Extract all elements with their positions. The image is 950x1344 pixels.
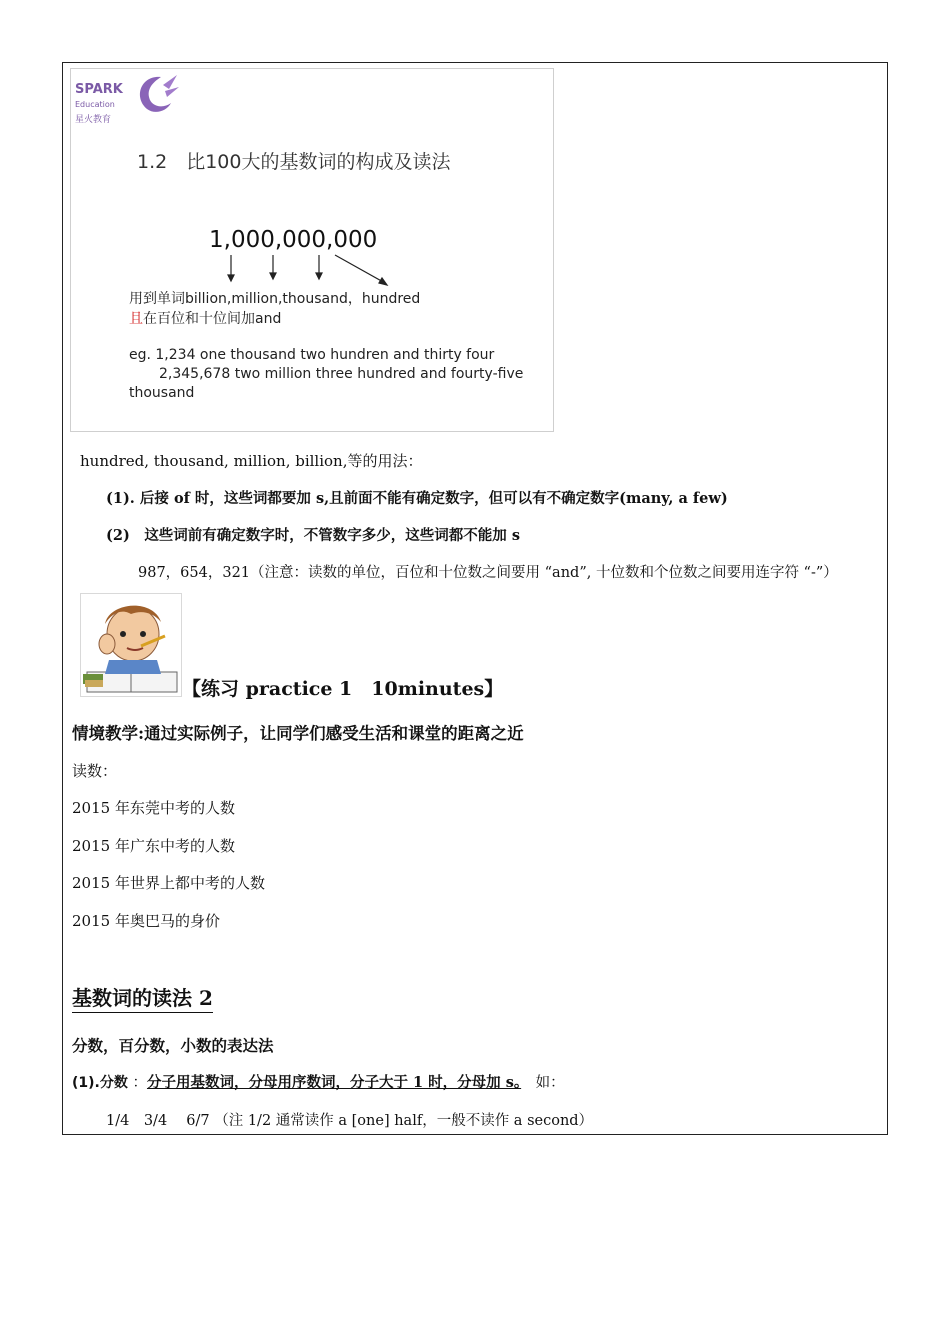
fraction-rule-line [72,1071,565,1092]
big-number: 1,000,000,000 [209,227,378,253]
slide-line-1: 用到单词billion,million,thousand，hundred [129,291,421,307]
logo-brand: SPARK [75,82,123,97]
logo-sub: Education [75,100,115,109]
usage-line: hundred, thousand, million, billion,等的用法： [80,452,423,470]
section-heading [72,982,213,1011]
arrows-icon [221,253,421,293]
example-number: 987，654，321（注意：读数的单位，百位和十位数之间要用 “and”, 十位数和个位数之间要用连字符 “-”） [138,565,838,581]
fraction-eg-label: 如： [535,1075,565,1091]
slide-eg-line-1: eg. 1,234 one thousand two hundren and thirty four [129,347,495,363]
rule-1: (1). 后接 of 时，这些词都要加 s,且前面不能有确定数字，但可以有不确定数字(many, a few) [106,490,728,507]
slide-line-2 [129,308,281,328]
fraction-colon: ： [132,1075,147,1091]
student-studying-icon [81,594,181,696]
situational-teaching: 情境教学:通过实际例子，让同学们感受生活和课堂的距离之近 [72,724,524,743]
slide-title: 1.2 比100大的基数词的构成及读法 [137,151,451,173]
sub-heading: 分数，百分数，小数的表达法 [72,1036,274,1055]
student-illustration [80,593,182,697]
slide-line-2-red: 且 [129,311,143,327]
fraction-examples: 1/4 3/4 6/7 （注 1/2 通常读作 a [one] half，一般不读作 a second） [106,1113,594,1129]
list-item: 2015 年奥巴马的身价 [72,912,220,930]
section-heading-text: 基数词的读法 2 [72,986,213,1013]
list-item: 2015 年世界上都中考的人数 [72,874,265,892]
slide-eg-line-2: 2,345,678 two million three hundred and fourty-five [159,366,524,382]
practice-heading: 【练习 practice 1 10minutes】 [182,678,504,700]
rule-2-text: 这些词前有确定数字时，不管数字多少，这些词都不能加 s [144,527,521,544]
list-item: 2015 年东莞中考的人数 [72,799,235,817]
rule-2-num: (2) [106,527,130,544]
list-item: 2015 年广东中考的人数 [72,837,235,855]
fraction-label: (1).分数 [72,1075,128,1091]
slide-eg-line-3: thousand [129,385,195,401]
logo-cn: 星火教育 [75,115,112,125]
fraction-rule: 分子用基数词，分母用序数词，分子大于 1 时，分母加 s。 [146,1074,522,1091]
spark-logo-icon [121,71,181,117]
lesson-slide-image [70,68,554,432]
rule-2 [106,524,520,545]
slide-line-2-rest: 在百位和十位间加and [143,311,282,327]
read-label: 读数： [72,762,118,780]
